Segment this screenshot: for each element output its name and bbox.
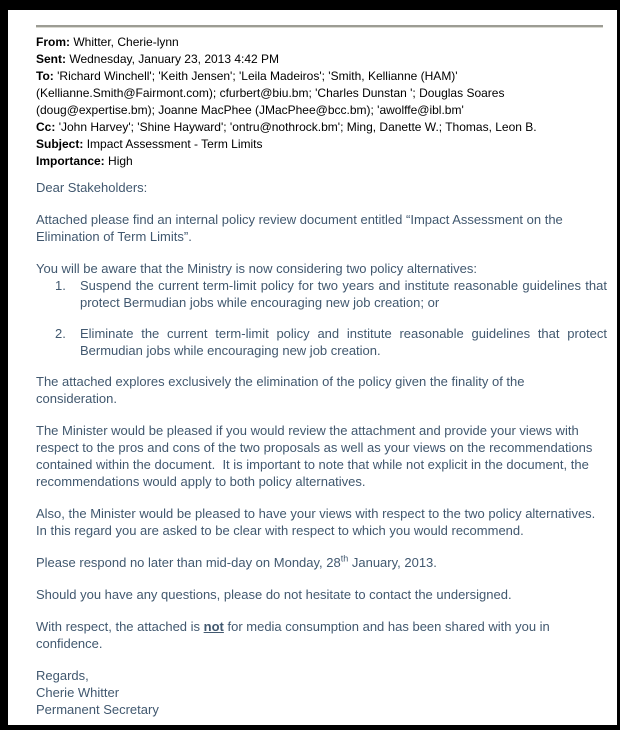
email-message xyxy=(8,10,617,725)
header-field-subject xyxy=(36,136,607,153)
paragraph-alternatives-intro: You will be aware that the Ministry is now considering two policy alternatives: xyxy=(36,261,478,276)
paragraph-minister-review: The Minister would be pleased if you would review the attachment and provide your views with respect to the pros and cons of the two proposals as well as your views on the recommendations contained within the document. It is important to note that while not explicit in the document, the recommendations would apply to both policy alternatives. xyxy=(36,423,597,489)
confidential-text-before: With respect, the attached is xyxy=(36,619,204,634)
cc-label: Cc: xyxy=(36,120,56,134)
paragraph-explores: The attached explores exclusively the elimination of the policy given the finality of the consideration. xyxy=(36,374,529,406)
paragraph-attached: Attached please find an internal policy review document entitled “Impact Assessment on the Elimination of Term Limits”. xyxy=(36,212,567,244)
from-label: From: xyxy=(36,35,70,49)
signature-closing: Regards, xyxy=(36,668,89,683)
header-field-to xyxy=(36,68,607,119)
signature-block xyxy=(36,667,607,718)
header-field-from xyxy=(36,34,607,51)
sent-label: Sent: xyxy=(36,52,66,66)
confidential-text-after: for media consumption and has been shared with you in confidence. xyxy=(36,619,554,651)
signature-title: Permanent Secretary xyxy=(36,702,159,717)
paragraph-respond-deadline xyxy=(36,554,607,571)
list-item-1-number: 1. xyxy=(55,278,66,293)
importance-label: Importance: xyxy=(36,154,105,168)
from-value: Whitter, Cherie-lynn xyxy=(73,35,179,49)
list-item-2 xyxy=(36,325,607,359)
paragraph-questions: Should you have any questions, please do not hesitate to contact the undersigned. xyxy=(36,587,512,602)
header-field-sent xyxy=(36,51,607,68)
importance-value: High xyxy=(108,154,133,168)
subject-label: Subject: xyxy=(36,137,84,151)
respond-text-before: Please respond no later than mid-day on Monday, 28 xyxy=(36,555,341,570)
paragraph-confidential xyxy=(36,618,607,652)
sent-value: Wednesday, January 23, 2013 4:42 PM xyxy=(69,52,280,66)
list-item-1-text: Suspend the current term-limit policy for two years and institute reasonable guidelines that protect Bermudian jobs while encouraging new job creation; or xyxy=(80,278,607,310)
salutation: Dear Stakeholders: xyxy=(36,180,148,195)
signature-name: Cherie Whitter xyxy=(36,685,120,700)
confidential-emphasis: not xyxy=(203,619,224,634)
list-item-2-number: 2. xyxy=(55,326,66,341)
ordinal-superscript: th xyxy=(340,553,349,564)
list-item-1 xyxy=(36,277,607,311)
header-field-importance xyxy=(36,153,607,170)
subject-value: Impact Assessment - Term Limits xyxy=(86,137,263,151)
cc-value: 'John Harvey'; 'Shine Hayward'; 'ontru@nothrock.bm'; Ming, Danette W.; Thomas, Leon B. xyxy=(58,120,537,134)
to-value: 'Richard Winchell'; 'Keith Jensen'; 'Leila Madeiros'; 'Smith, Kellianne (HAM)' (Kellianne.Smith@Fairmont.com); cfurbert@biu.bm; 'Charles Dunstan '; Douglas Soares (doug@expertise.bm); Joanne MacPhee (JMacPhee@bcc.bm); 'awolffe@ibl.bm' xyxy=(36,69,505,117)
paragraph-minister-views: Also, the Minister would be pleased to have your views with respect to the two policy alternatives. In this regard you are asked to be clear with respect to which you would recommend. xyxy=(36,506,599,538)
email-body xyxy=(36,179,607,718)
to-label: To: xyxy=(36,69,54,83)
list-item-2-text: Eliminate the current term-limit policy and institute reasonable guidelines that protect Bermudian jobs while encouraging new job creation. xyxy=(80,326,607,358)
email-header xyxy=(36,34,607,170)
header-divider xyxy=(36,25,603,28)
respond-text-after: January, 2013. xyxy=(348,555,437,570)
header-field-cc xyxy=(36,119,607,136)
